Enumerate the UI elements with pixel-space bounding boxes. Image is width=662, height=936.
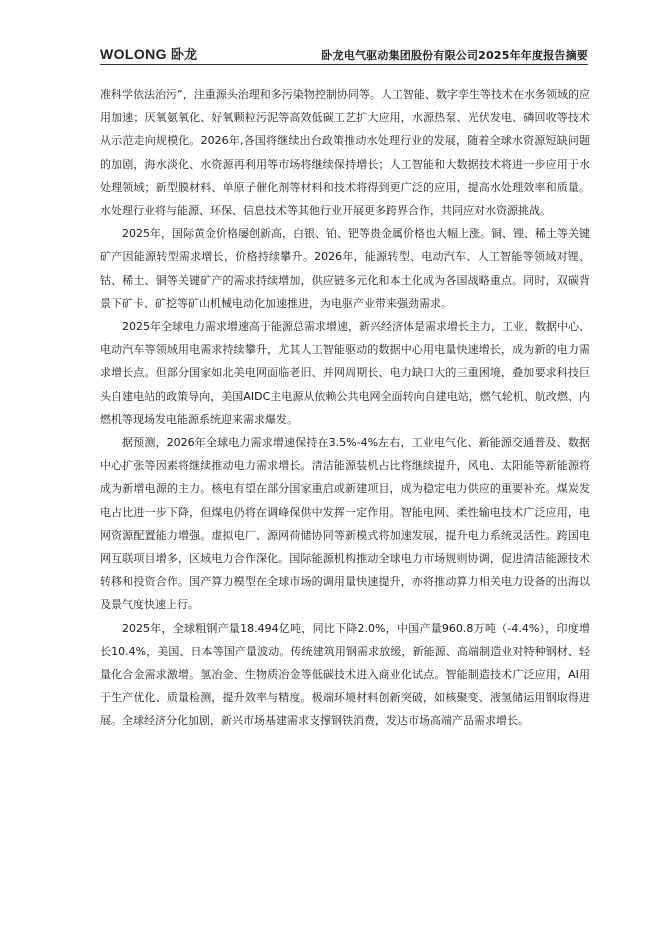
paragraph-water-treatment: 准科学依法治污”，注重源头治理和多污染物控制协同等。人工智能、数字孪生等技术在水务领域的应用加速；厌氧氨氧化、好氧颗粒污泥等高效低碳工艺扩大应用，水源热泵、光伏发电、磷回收等技术从示范走向规模化。2026年,各国将继续出台政策推动水处理行业的发展，随着全球水资源短缺问题的加剧，海水淡化、水资源再利用等市场将继续保持增长；人工智能和大数据技术将进一步应用于水处理领域；新型膜材料、单原子催化剂等材料和技术将得到更广泛的应用，提高水处理效率和质量。水处理行业将与能源、环保、信息技术等其他行业开展更多跨界合作，共同应对水资源挑战。 (100, 88, 590, 218)
paragraph-steel: 2025年，全球粗钢产量18.494亿吨，同比下降2.0%，中国产量960.8万吨（-4.4%），印度增长10.4%，美国、日本等国产量波动。传统建筑用钢需求放缓，新能源、高端制造业对特种钢材、轻量化合金需求激增。氢冶金、生物质冶金等低碳技术进入商业化试点。智能制造技术广泛应用，AI用于生产优化、质量检测，提升效率与精度。极端环境材料创新突破，如核聚变、液氢储运用钢取得进展。全球经济分化加剧，新兴市场基建需求支撑钢铁消费，发达市场高端产品需求增长。 (100, 621, 590, 728)
header-divider (100, 64, 588, 65)
logo-chinese-mark: 卧龙 (170, 48, 197, 63)
paragraph-power-demand-2025: 2025年全球电力需求增速高于能源总需求增速，新兴经济体是需求增长主力，工业、数据中心、电动汽车等领域用电需求持续攀升，尤其人工智能驱动的数据中心用电量快速增长，成为新的电力需求增长点。但部分国家如北美电网面临老旧、并网周期长、电力缺口大的三重困境，叠加要求科技巨头自建电站的政策导向，美国AIDC主电源从依赖公共电网全面转向自建电站，燃气轮机、航改燃、内燃机等现场发电能源系统迎来需求爆发。 (100, 320, 590, 426)
page-header (100, 44, 588, 64)
report-title: 卧龙电气驱动集团股份有限公司2025年年度报告摘要 (321, 49, 588, 62)
paragraph-minerals: 2025年，国际黄金价格屡创新高，白银、铂、钯等贵金属价格也大幅上涨。铜、锂、稀土等关键矿产因能源转型需求增长，价格持续攀升。2026年，能源转型、电动汽车、人工智能等领域对锂、钴、稀土、铜等关键矿产的需求持续增加，供应链多元化和本土化成为各国战略重点。同时，双碳背景下矿卡、矿挖等矿山机械电动化加速推进，为电驱产业带来强劲需求。 (100, 227, 590, 310)
report-body (100, 83, 590, 733)
paragraph-power-forecast-2026: 据预测，2026年全球电力需求增速保持在3.5%-4%左右，工业电气化、新能源交通普及、数据中心扩张等因素将继续推动电力需求增长。清洁能源装机占比将继续提升，风电、太阳能等新能源将成为新增电源的主力。核电有望在部分国家重启或新建项目，成为稳定电力供应的重要补充。煤炭发电占比进一步下降，但煤电仍将在调峰保供中发挥一定作用。智能电网、柔性输电技术广泛应用，电网资源配置能力增强。虚拟电厂、源网荷储协同等新模式将加速发展，提升电力系统灵活性。跨国电网互联项目增多，区域电力合作深化。国际能源机构推动全球电力市场规则协调，促进清洁能源技术转移和投资合作。国产算力模型在全球市场的调用量快速提升，亦将推动算力相关电力设备的出海以及景气度快速上行。 (100, 436, 590, 612)
logo-wordmark: WOLONG (100, 45, 167, 62)
company-logo (100, 44, 197, 63)
